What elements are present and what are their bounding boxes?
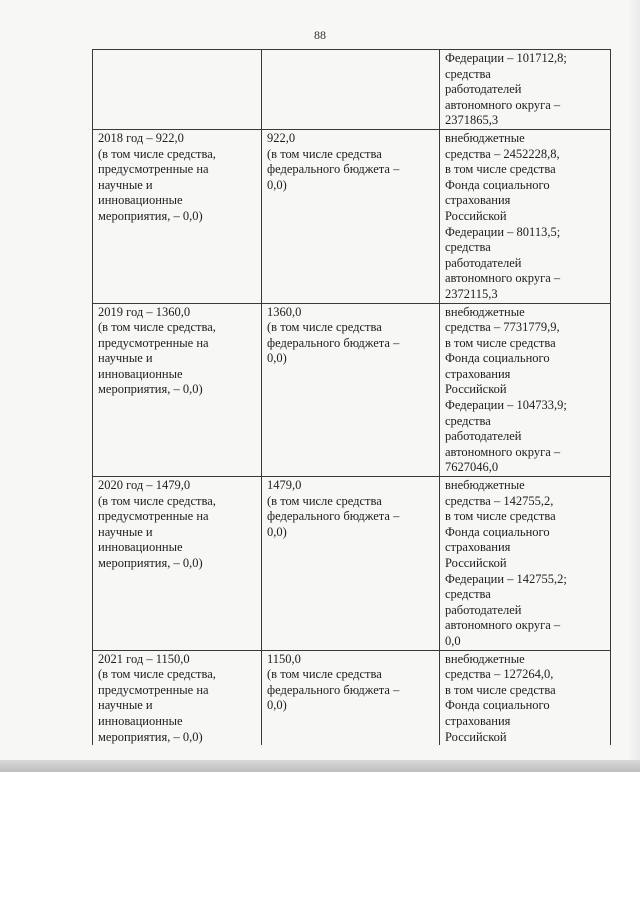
- table-row: [93, 650, 611, 745]
- table-cell-year-total: 2021 год – 1150,0 (в том числе средства, предусмотренные на научные и инновационные мероприятия, – 0,0): [93, 650, 262, 745]
- table-cell-federal-budget: [262, 50, 440, 130]
- table-cell-federal-budget: 1360,0 (в том числе средства федерального бюджета – 0,0): [262, 303, 440, 477]
- table-row: [93, 50, 611, 130]
- table-cell-federal-budget: 1150,0 (в том числе средства федерального бюджета – 0,0): [262, 650, 440, 745]
- table-cell-federal-budget: 922,0 (в том числе средства федерального бюджета – 0,0): [262, 129, 440, 303]
- table-row: [93, 477, 611, 651]
- table-row: [93, 303, 611, 477]
- table-cell-extrabudgetary: Федерации – 101712,8; средства работодателей автономного округа – 2371865,3: [440, 50, 611, 130]
- page-number: 88: [314, 28, 326, 42]
- table-row: [93, 129, 611, 303]
- table-cell-extrabudgetary: внебюджетные средства – 7731779,9, в том числе средства Фонда социального страхования Российской Федерации – 104733,9; средства работодателей автономного округа – 7627046,0: [440, 303, 611, 477]
- funding-table: [92, 49, 611, 745]
- table-cell-extrabudgetary: внебюджетные средства – 142755,2, в том числе средства Фонда социального страхования Российской Федерации – 142755,2; средства работодателей автономного округа – 0,0: [440, 477, 611, 651]
- table-cell-year-total: 2018 год – 922,0 (в том числе средства, предусмотренные на научные и инновационные мероприятия, – 0,0): [93, 129, 262, 303]
- table-cell-year-total: 2019 год – 1360,0 (в том числе средства, предусмотренные на научные и инновационные мероприятия, – 0,0): [93, 303, 262, 477]
- scan-right-edge: [628, 0, 640, 772]
- table-cell-federal-budget: 1479,0 (в том числе средства федерального бюджета – 0,0): [262, 477, 440, 651]
- table-cell-extrabudgetary: внебюджетные средства – 127264,0, в том числе средства Фонда социального страхования Российской: [440, 650, 611, 745]
- table-cell-year-total: [93, 50, 262, 130]
- scan-bottom-edge: [0, 760, 640, 772]
- table-cell-year-total: 2020 год – 1479,0 (в том числе средства, предусмотренные на научные и инновационные мероприятия, – 0,0): [93, 477, 262, 651]
- table-cell-extrabudgetary: внебюджетные средства – 2452228,8, в том числе средства Фонда социального страхования Российской Федерации – 80113,5; средства работодателей автономного округа – 2372115,3: [440, 129, 611, 303]
